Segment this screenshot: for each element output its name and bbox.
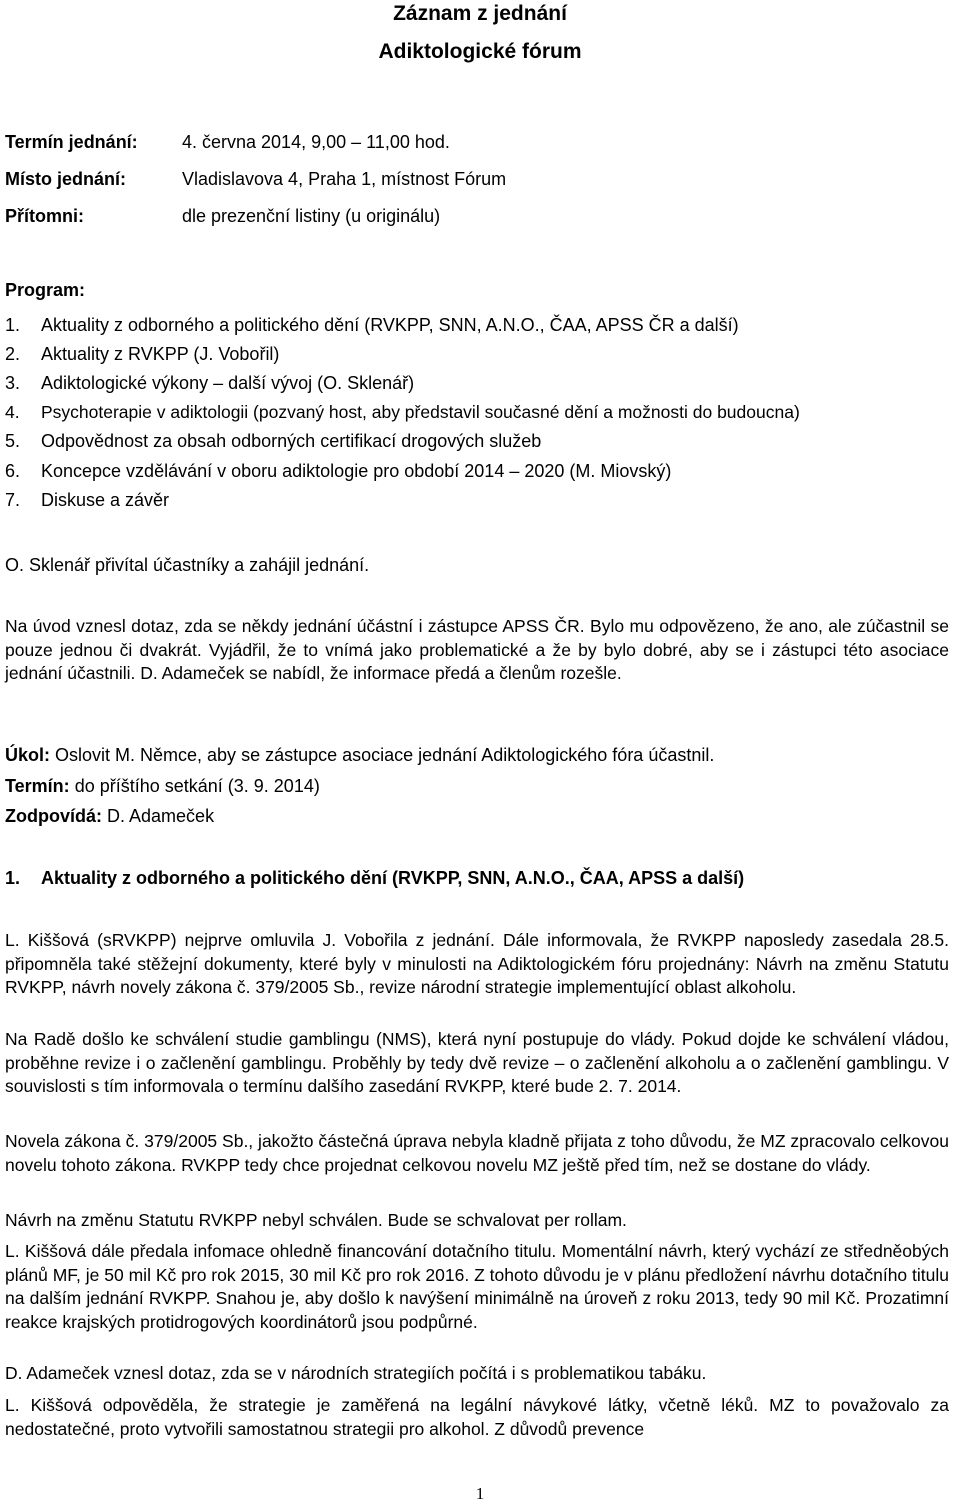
meeting-date-label: Termín jednání: [5, 132, 138, 152]
meeting-date-value: 4. června 2014, 9,00 – 11,00 hod. [182, 132, 450, 152]
program-heading: Program: [5, 280, 86, 300]
agenda-item-text: Psychoterapie v adiktologii (pozvaný host, aby představil současné dění a možnosti do budoucna) [41, 402, 800, 422]
agenda-item-number: 4. [5, 402, 20, 422]
agenda-item [5, 344, 279, 365]
agenda-item [5, 402, 800, 423]
owner-line [5, 806, 214, 827]
section-paragraph: D. Adameček vznesl dotaz, zda se v národních strategiích počítá i s problematikou tabáku. [5, 1363, 707, 1383]
welcome-line: O. Sklenář přivítal účastníky a zahájil jednání. [5, 555, 370, 575]
section-paragraph: Na Radě došlo ke schválení studie gamblingu (NMS), která nyní postupuje do vlády. Pokud dojde ke schválení vládou, proběhne revize i o začlenění gamblingu. Proběhly by tedy dvě revize – o začlenění alkoholu a o začlenění gamblingu. V souvislosti s tím informovala o termínu dalšího zasedání RVKPP, které bude 2. 7. 2014. [5, 1029, 949, 1096]
section-1-heading [5, 868, 744, 889]
deadline-label: Termín: [5, 776, 70, 796]
agenda-item-number: 7. [5, 490, 21, 510]
agenda-item-number: 1. [5, 315, 21, 335]
agenda-item [5, 431, 541, 452]
agenda-item [5, 315, 739, 336]
task-label: Úkol: [5, 745, 50, 765]
agenda-item-number: 5. [5, 431, 21, 451]
agenda-item-number: 2. [5, 344, 21, 364]
document-subtitle: Adiktologické fórum [378, 40, 582, 63]
section-paragraph: L. Kiššová dále předala infomace ohledně financování dotačního titulu. Momentální návrh, který vychází ze středněobých plánů MF, je 50 mil Kč pro rok 2015, 30 mil Kč pro rok 2016. Z tohoto důvodu je v plánu předložení návrhu dotačního titulu na dalším jednání RVKPP. Snahou je, aby došlo k navýšení minimálně na úroveň z roku 2013, tedy 90 mil Kč. Prozatimní reakce krajských protidrogových koordinátorů jsou podpůrné. [5, 1241, 949, 1332]
agenda-item [5, 490, 169, 511]
agenda-item-number: 6. [5, 461, 21, 481]
agenda-item-text: Odpovědnost za obsah odborných certifikací drogových služeb [41, 431, 542, 451]
document-title: Záznam z jednání [393, 2, 567, 25]
agenda-item-text: Adiktologické výkony – další vývoj (O. Sklenář) [41, 373, 415, 393]
section-paragraph: L. Kiššová odpověděla, že strategie je zaměřená na legální návykové látky, včetně léků. MZ to považovalo za nedostatečné, proto vytvořili samostatnou strategii pro alkohol. Z důvodů prevence [5, 1395, 949, 1439]
agenda-item-text: Aktuality z odborného a politického dění (RVKPP, SNN, A.N.O., ČAA, APSS ČR a další) [41, 315, 739, 335]
section-title: Aktuality z odborného a politického dění (RVKPP, SNN, A.N.O., ČAA, APSS a další) [41, 868, 745, 888]
agenda-item-text: Aktuality z RVKPP (J. Vobořil) [41, 344, 280, 364]
agenda-item [5, 373, 414, 394]
deadline-line [5, 776, 320, 797]
agenda-item-text: Diskuse a závěr [41, 490, 170, 510]
meeting-place-label: Místo jednání: [5, 169, 126, 189]
task-line [5, 745, 714, 766]
section-paragraph: L. Kiššová (sRVKPP) nejprve omluvila J. Vobořila z jednání. Dále informovala, že RVKPP naposledy zasedala 28.5. připomněla také stěžejní dokumenty, které byly v minulosti na Adiktologickém fóru projednány: Návrh na změnu Statutu RVKPP, návrh novely zákona č. 379/2005 Sb., revize národní strategie implementující oblast alkoholu. [5, 930, 949, 997]
attendees-label: Přítomni: [5, 206, 84, 226]
attendees-value: dle prezenční listiny (u originálu) [182, 206, 441, 226]
section-number: 1. [5, 868, 21, 888]
agenda-item-text: Koncepce vzdělávání v oboru adiktologie pro období 2014 – 2020 (M. Miovský) [41, 461, 672, 481]
section-paragraph: Návrh na změnu Statutu RVKPP nebyl schválen. Bude se schvalovat per rollam. [5, 1210, 627, 1230]
owner-text: D. Adameček [107, 806, 215, 826]
section-paragraph: Novela zákona č. 379/2005 Sb., jakožto částečná úprava nebyla kladně přijata z toho důvodu, že MZ zpracovalo celkovou novelu tohoto zákona. RVKPP tedy chce projednat celkovou novelu MZ ještě před tím, než se dostane do vlády. [5, 1131, 949, 1175]
agenda-item [5, 461, 671, 482]
owner-label: Zodpovídá: [5, 806, 102, 826]
intro-paragraph: Na úvod vznesl dotaz, zda se někdy jednání účástní i zástupce APSS ČR. Bylo mu odpovězeno, že ano, ale zúčastnil se pouze jednou či dvakrát. Vyjádřil, že to vnímá jako problematické a že by bylo dobré, aby se i zástupci této asociace jednání účastnili. D. Adameček se nabídl, že informace předá a členům rozešle. [5, 616, 949, 683]
deadline-text: do příštího setkání (3. 9. 2014) [74, 776, 320, 796]
page-number: 1 [475, 1484, 485, 1503]
task-text: Oslovit M. Němce, aby se zástupce asociace jednání Adiktologického fóra účastnil. [55, 745, 715, 765]
agenda-item-number: 3. [5, 373, 21, 393]
meeting-place-value: Vladislavova 4, Praha 1, místnost Fórum [182, 169, 507, 189]
